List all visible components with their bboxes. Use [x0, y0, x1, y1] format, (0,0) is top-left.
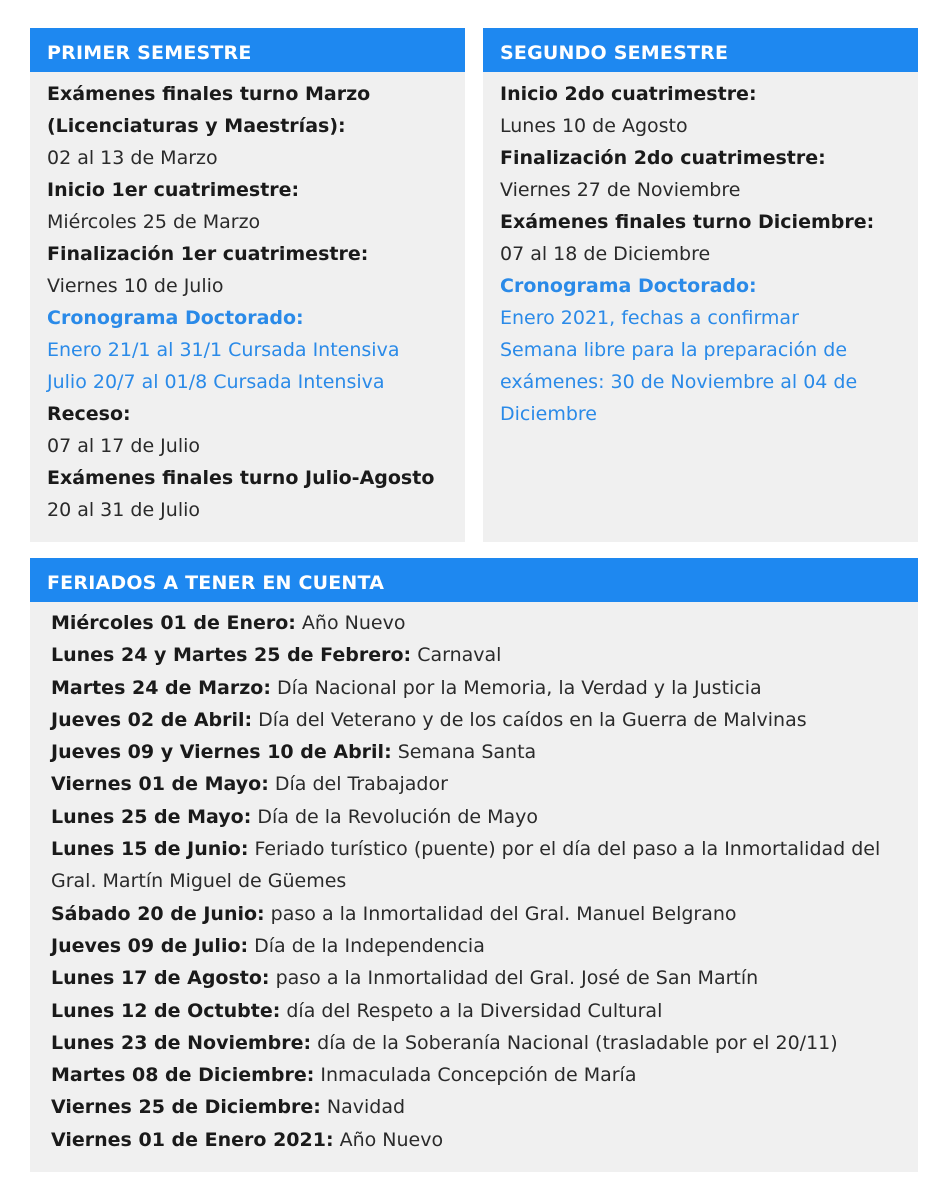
cronograma-enero-value: Enero 21/1 al 31/1 Cursada Intensiva	[47, 339, 400, 361]
feriado-date: Lunes 15 de Junio:	[51, 838, 249, 861]
segundo-semestre-body	[483, 72, 918, 442]
feriados-list	[30, 602, 918, 1168]
examenes-marzo-sublabel: (Licenciaturas y Maestrías):	[47, 115, 346, 137]
feriado-item	[51, 1091, 904, 1123]
primer-semestre-panel	[30, 28, 465, 542]
fin-2do-label: Finalización 2do cuatrimestre:	[500, 147, 826, 169]
feriado-item	[51, 704, 904, 736]
feriado-item	[51, 768, 904, 800]
feriado-item	[51, 607, 904, 639]
feriado-desc: día de la Soberanía Nacional (trasladable por el 20/11)	[311, 1031, 838, 1054]
feriado-desc: día del Respeto a la Diversidad Cultural	[280, 999, 663, 1022]
feriado-item	[51, 962, 904, 994]
feriado-desc: Día Nacional por la Memoria, la Verdad y la Justicia	[270, 676, 762, 699]
examenes-julio-value: 20 al 31 de Julio	[47, 499, 201, 521]
feriado-date: Martes 24 de Marzo:	[51, 676, 271, 699]
feriado-date: Jueves 09 de Julio:	[51, 934, 249, 957]
feriado-item	[51, 833, 904, 898]
examenes-julio-label: Exámenes finales turno Julio-Agosto	[47, 467, 435, 489]
feriados-panel	[30, 558, 918, 1172]
cronograma-doctorado-2-label: Cronograma Doctorado:	[500, 275, 757, 297]
feriado-item	[51, 736, 904, 768]
feriado-desc: Día del Veterano y de los caídos en la Guerra de Malvinas	[252, 708, 807, 731]
feriado-item	[51, 639, 904, 671]
inicio-2do-label: Inicio 2do cuatrimestre:	[500, 83, 757, 105]
feriado-date: Jueves 09 y Viernes 10 de Abril:	[51, 741, 392, 764]
cronograma-julio-value: Julio 20/7 al 01/8 Cursada Intensiva	[47, 371, 385, 393]
feriado-item	[51, 898, 904, 930]
semana-libre-line-3: Diciembre	[500, 403, 597, 425]
fin-1er-label: Finalización 1er cuatrimestre:	[47, 243, 369, 265]
fin-1er-value: Viernes 10 de Julio	[47, 275, 224, 297]
feriado-date: Lunes 17 de Agosto:	[51, 967, 270, 990]
feriado-desc: Carnaval	[411, 644, 502, 667]
feriado-date: Lunes 25 de Mayo:	[51, 805, 252, 828]
feriado-item	[51, 995, 904, 1027]
feriado-date: Viernes 01 de Enero 2021:	[51, 1128, 334, 1151]
primer-semestre-body	[30, 72, 465, 538]
feriado-desc: Día del Trabajador	[268, 773, 448, 796]
feriado-date: Viernes 25 de Diciembre:	[51, 1096, 321, 1119]
feriado-item	[51, 1059, 904, 1091]
feriado-desc: Inmaculada Concepción de María	[314, 1064, 637, 1087]
receso-label: Receso:	[47, 403, 131, 425]
feriado-date: Miércoles 01 de Enero:	[51, 612, 296, 634]
examenes-marzo-value: 02 al 13 de Marzo	[47, 147, 218, 169]
examenes-diciembre-label: Exámenes finales turno Diciembre:	[500, 211, 875, 233]
primer-semestre-title: PRIMER SEMESTRE	[30, 28, 465, 72]
feriado-item	[51, 1124, 904, 1156]
fin-2do-value: Viernes 27 de Noviembre	[500, 179, 741, 201]
feriado-item	[51, 1027, 904, 1059]
feriado-desc: Día de la Revolución de Mayo	[251, 805, 539, 828]
cronograma-enero-2021-value: Enero 2021, fechas a confirmar	[500, 307, 799, 329]
feriado-date: Lunes 24 y Martes 25 de Febrero:	[51, 644, 412, 667]
feriado-date: Lunes 12 de Octubte:	[51, 999, 281, 1022]
feriado-item	[51, 801, 904, 833]
feriado-desc: Feriado turístico (puente) por el día del paso a la Inmortalidad del Gral. Martín Miguel de Güemes	[51, 838, 881, 893]
inicio-1er-label: Inicio 1er cuatrimestre:	[47, 179, 300, 201]
receso-value: 07 al 17 de Julio	[47, 435, 201, 457]
inicio-2do-value: Lunes 10 de Agosto	[500, 115, 688, 137]
feriado-date: Jueves 02 de Abril:	[51, 708, 253, 731]
segundo-semestre-panel	[483, 28, 918, 542]
feriado-item	[51, 672, 904, 704]
cronograma-doctorado-label: Cronograma Doctorado:	[47, 307, 304, 329]
feriado-desc: Día de la Independencia	[248, 934, 485, 957]
feriado-item	[51, 930, 904, 962]
semana-libre-line-2: exámenes: 30 de Noviembre al 04 de	[500, 371, 858, 393]
feriado-date: Martes 08 de Diciembre:	[51, 1064, 315, 1087]
feriado-date: Sábado 20 de Junio:	[51, 902, 265, 925]
semana-libre-line-1: Semana libre para la preparación de	[500, 339, 848, 361]
examenes-marzo-label: Exámenes finales turno Marzo	[47, 83, 371, 105]
inicio-1er-value: Miércoles 25 de Marzo	[47, 211, 261, 233]
feriado-desc: Año Nuevo	[333, 1128, 444, 1151]
feriado-desc: Semana Santa	[391, 741, 537, 764]
feriados-title: FERIADOS A TENER EN CUENTA	[30, 558, 918, 602]
segundo-semestre-title: SEGUNDO SEMESTRE	[483, 28, 918, 72]
feriado-date: Viernes 01 de Mayo:	[51, 773, 269, 796]
feriado-desc: paso a la Inmortalidad del Gral. Manuel Belgrano	[264, 902, 737, 925]
feriado-desc: Año Nuevo	[295, 612, 406, 634]
examenes-diciembre-value: 07 al 18 de Diciembre	[500, 243, 711, 265]
feriado-desc: paso a la Inmortalidad del Gral. José de San Martín	[269, 967, 759, 990]
feriado-date: Lunes 23 de Noviembre:	[51, 1031, 312, 1054]
feriado-desc: Navidad	[320, 1096, 406, 1119]
